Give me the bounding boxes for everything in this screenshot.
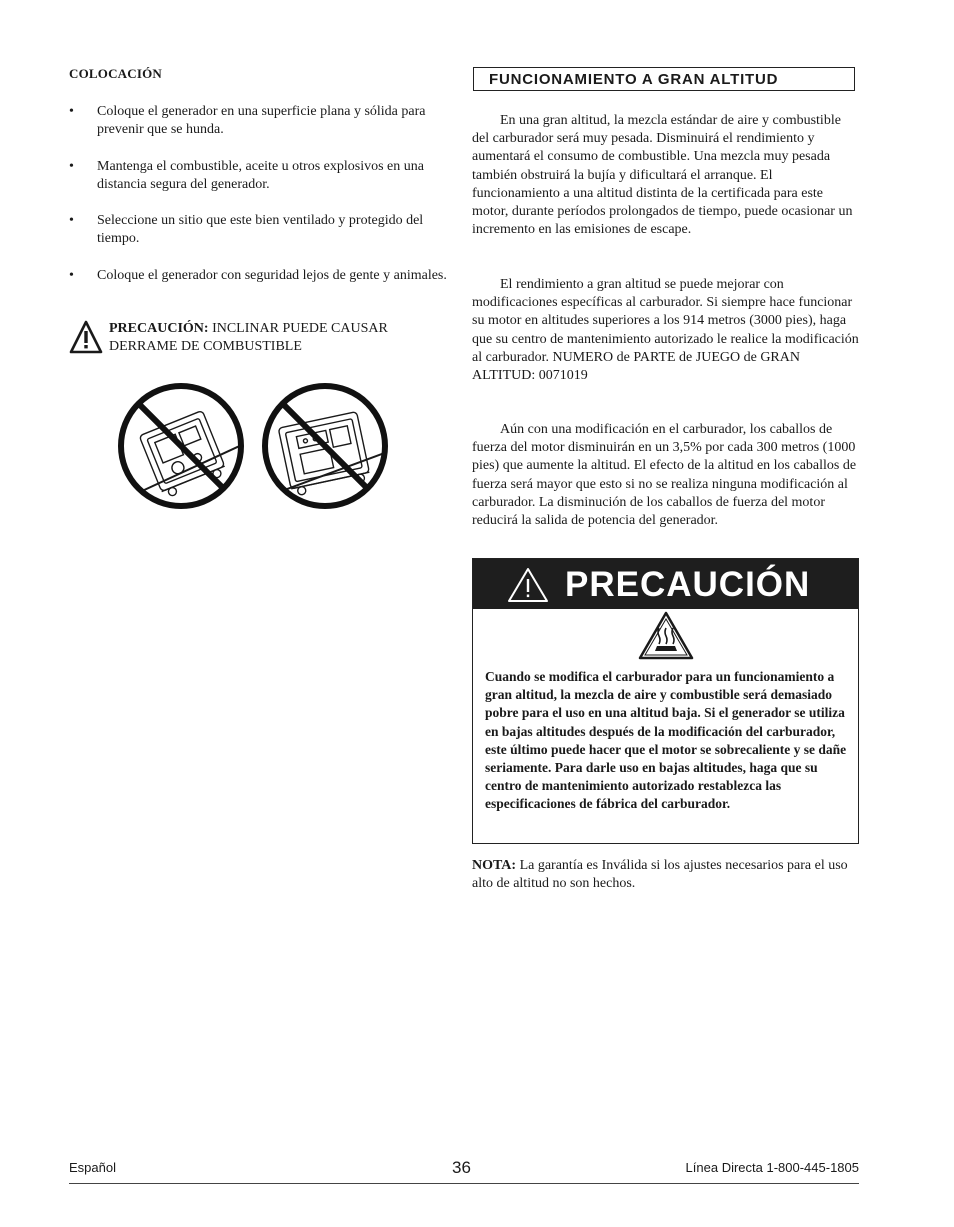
paragraph xyxy=(472,112,859,239)
caution-title: PRECAUCIÓN xyxy=(565,565,811,604)
list-item xyxy=(69,267,459,285)
generator-on-slope-prohibited-icon xyxy=(260,381,390,511)
bullet-marker: • xyxy=(69,268,74,283)
note-label: NOTA: xyxy=(472,858,517,873)
page-number: 36 xyxy=(452,1158,471,1177)
bullet-text: Mantenga el combustible, aceite u otros explosivos en una distancia segura del generador. xyxy=(97,159,424,192)
paragraph xyxy=(472,421,859,530)
section-heading-colocacion: COLOCACIÓN xyxy=(69,66,163,81)
hot-surface-warning-icon xyxy=(638,611,694,661)
caution-text: Cuando se modifica el carburador para un funcionamiento a gran altitud, la mezcla de aire y combustible será demasiado pobre para el uso en una altitud baja. Si el generador se utiliza en bajas altitudes después de la modificación del carburador, este último puede hacer que el motor se sobrecaliente y se dañe seriamente. Para darle uso en bajas altitudes, haga que su centro de mantenimiento autorizado restablezca las especificaciones de fábrica del carburador. xyxy=(485,669,847,812)
footer-hotline: Línea Directa 1-800-445-1805 xyxy=(685,1160,859,1175)
caution-box xyxy=(472,558,859,844)
tilted-generator-prohibited-icon xyxy=(116,381,246,511)
bullet-marker: • xyxy=(69,104,74,119)
note-text: La garantía es Inválida si los ajustes necesarios para el uso alto de altitud no son hechos. xyxy=(472,858,848,892)
tilt-warning-text xyxy=(109,320,459,356)
section-title-high-altitude: FUNCIONAMIENTO A GRAN ALTITUD xyxy=(473,67,855,91)
warning-message: INCLINAR PUEDE CAUSAR DERRAME DE COMBUSTIBLE xyxy=(109,321,388,354)
paragraph-text: En una gran altitud, la mezcla estándar de aire y combustible del carburador será muy pesada. Disminuirá el rendimiento y aumentará el consumo de combustible. Una mezcla muy pesada también obstruirá la bujía y dificultará el arranque. El funcionamiento a una altitud distinta de la certificada para este motor, durante períodos prolongados de tiempo, puede ocasionar un incremento en las emisiones de escape. xyxy=(472,113,853,238)
note xyxy=(472,857,859,893)
warning-label: PRECAUCIÓN: xyxy=(109,321,209,336)
warning-triangle-icon xyxy=(69,320,103,354)
caution-header xyxy=(473,559,858,609)
footer-language: Español xyxy=(69,1160,116,1175)
footer-divider xyxy=(69,1183,859,1184)
list-item xyxy=(69,212,459,248)
bullet-text: Seleccione un sitio que este bien ventilado y protegido del tiempo. xyxy=(97,213,424,246)
paragraph-text: Aún con una modificación en el carburador, los caballos de fuerza del motor disminuirán en un 3,5% por cada 300 metros (1000 pies) que aumente la altitud. El efecto de la altitud en los caballos de fuerza será mayor que esto si no se realiza ninguna modificación al carburador. La disminución de los caballos de fuerza del motor reducirá la salida de potencia del generador. xyxy=(472,422,857,529)
list-item xyxy=(69,158,459,194)
warning-triangle-icon xyxy=(507,567,549,603)
bullet-marker: • xyxy=(69,213,74,228)
paragraph-text: El rendimiento a gran altitud se puede mejorar con modificaciones específicas al carburador. Si siempre hace funcionar su motor en altitudes superiores a los 914 metros (3000 pies), haga que su centro de mantenimiento autorizado le realice la modificación al carburador. NUMERO de PARTE de JUEGO de GRAN ALTITUD: 0071019 xyxy=(472,277,859,384)
bullet-marker: • xyxy=(69,159,74,174)
bullet-text: Coloque el generador con seguridad lejos de gente y animales. xyxy=(97,268,447,283)
paragraph xyxy=(472,276,859,385)
list-item xyxy=(69,103,459,139)
tilt-warning xyxy=(69,320,459,356)
bullet-text: Coloque el generador en una superficie plana y sólida para prevenir que se hunda. xyxy=(97,104,426,137)
